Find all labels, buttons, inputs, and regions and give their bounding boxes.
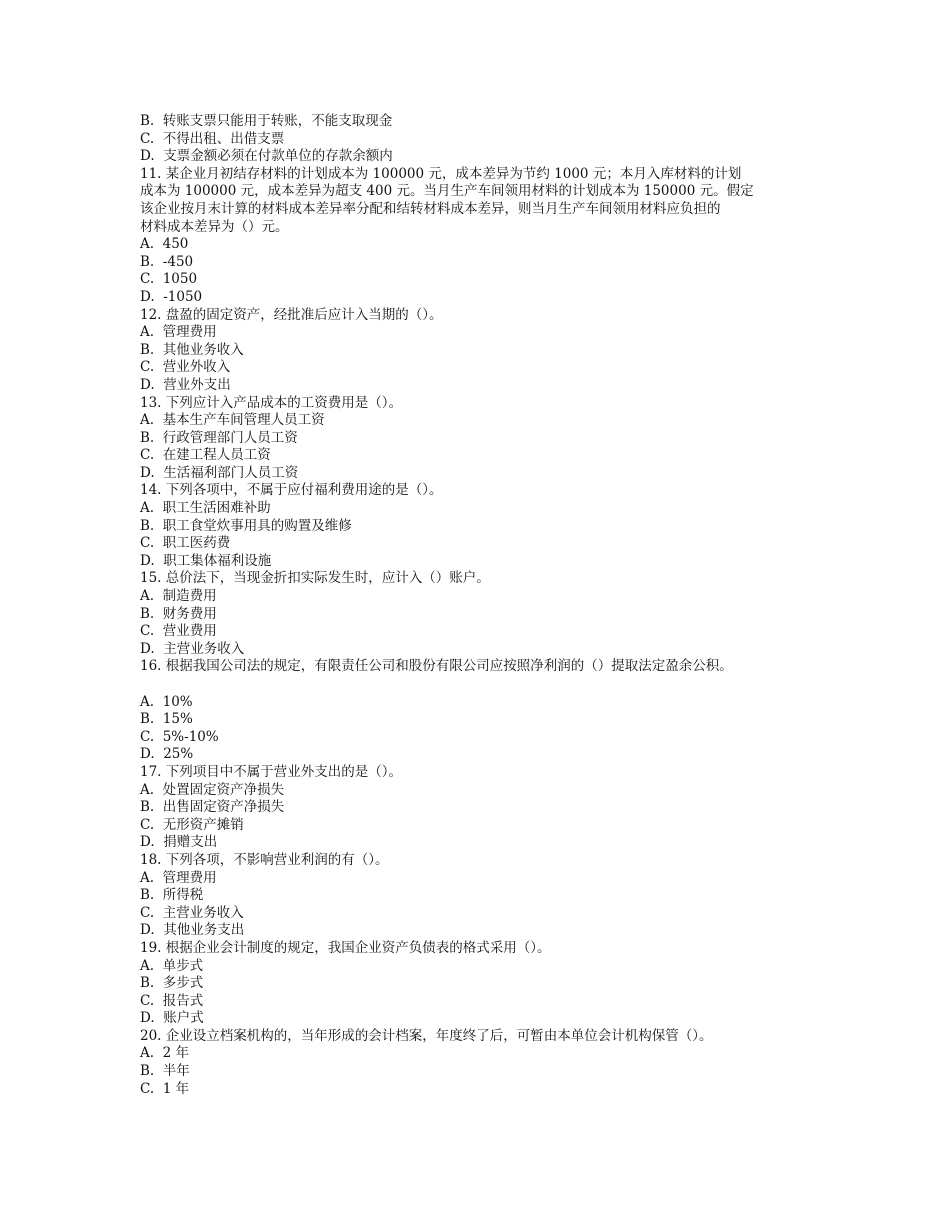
document-body	[140, 113, 830, 1098]
question-text: 16. 根据我国公司法的规定，有限责任公司和股份有限公司应按照净利润的（）提取法定盈余公积。	[140, 658, 733, 675]
answer-option: B. 财务费用	[140, 605, 217, 622]
answer-option: C. 1050	[140, 271, 198, 288]
question-text: 15. 总价法下，当现金折扣实际发生时，应计入（）账户。	[140, 570, 490, 587]
question-text: 14. 下列各项中，不属于应付福利费用途的是（）。	[140, 482, 443, 499]
answer-option: D. 生活福利部门人员工资	[140, 464, 299, 481]
answer-option: D. 职工集体福利设施	[140, 552, 272, 569]
answer-option: C. 营业费用	[140, 623, 217, 640]
answer-option: D. 营业外支出	[140, 376, 231, 393]
answer-option: C. 5%-10%	[140, 728, 219, 745]
answer-option: D. 主营业务收入	[140, 640, 245, 657]
answer-option: C. 无形资产摊销	[140, 816, 244, 833]
answer-option: B. 多步式	[140, 975, 204, 992]
answer-option: A. 单步式	[140, 957, 204, 974]
answer-option: A. 职工生活困难补助	[140, 500, 271, 517]
answer-option: D. -1050	[140, 288, 203, 305]
question-text: 20. 企业设立档案机构的，当年形成的会计档案，年度终了后，可暂由本单位会计机构保管（）。	[140, 1027, 713, 1044]
answer-option: D. 其他业务支出	[140, 922, 245, 939]
question-text: 13. 下列应计入产品成本的工资费用是（）。	[140, 394, 403, 411]
answer-option: A. 10%	[140, 693, 193, 710]
question-text: 19. 根据企业会计制度的规定，我国企业资产负债表的格式采用（）。	[140, 939, 551, 956]
question-text: 材料成本差异为（）元。	[140, 218, 289, 235]
answer-option: D. 支票金额必须在付款单位的存款余额内	[140, 148, 393, 165]
answer-option: A. 450	[140, 236, 189, 253]
question-text: 11. 某企业月初结存材料的计划成本为 100000 元，成本差异为节约 1000 元；本月入库材料的计划	[140, 165, 742, 182]
answer-option: A. 基本生产车间管理人员工资	[140, 412, 325, 429]
answer-option: C. 不得出租、出借支票	[140, 130, 285, 147]
answer-option: C. 报告式	[140, 992, 204, 1009]
answer-option: A. 管理费用	[140, 324, 217, 341]
blank-line	[140, 676, 830, 694]
answer-option: C. 1 年	[140, 1080, 190, 1097]
answer-option: A. 处置固定资产净损失	[140, 781, 285, 798]
answer-option: A. 制造费用	[140, 588, 217, 605]
answer-option: B. -450	[140, 253, 194, 270]
answer-option: B. 行政管理部门人员工资	[140, 429, 298, 446]
answer-option: B. 其他业务收入	[140, 341, 244, 358]
answer-option: B. 职工食堂炊事用具的购置及维修	[140, 517, 352, 534]
question-text: 18. 下列各项，不影响营业利润的有（）。	[140, 851, 389, 868]
answer-option: A. 2 年	[140, 1045, 190, 1062]
answer-option: A. 管理费用	[140, 869, 217, 886]
answer-option: C. 职工医药费	[140, 535, 231, 552]
answer-option: C. 营业外收入	[140, 359, 231, 376]
question-text: 该企业按月末计算的材料成本差异率分配和结转材料成本差异，则当月生产车间领用材料应负担的	[140, 200, 721, 217]
question-text: 12. 盘盈的固定资产，经批准后应计入当期的（）。	[140, 306, 443, 323]
answer-option: D. 捐赠支出	[140, 834, 218, 851]
answer-option: B. 所得税	[140, 887, 204, 904]
answer-option: C. 在建工程人员工资	[140, 447, 271, 464]
answer-option: B. 半年	[140, 1063, 190, 1080]
answer-option: D. 25%	[140, 746, 194, 763]
answer-option: C. 主营业务收入	[140, 904, 244, 921]
question-text: 17. 下列项目中不属于营业外支出的是（）。	[140, 763, 403, 780]
answer-option: B. 转账支票只能用于转账，不能支取现金	[140, 113, 393, 129]
answer-option: D. 账户式	[140, 1010, 204, 1027]
answer-option: B. 15%	[140, 711, 193, 728]
answer-option: B. 出售固定资产净损失	[140, 799, 285, 816]
question-text: 成本为 100000 元，成本差异为超支 400 元。当月生产车间领用材料的计划成本为 150000 元。假定	[140, 183, 754, 200]
